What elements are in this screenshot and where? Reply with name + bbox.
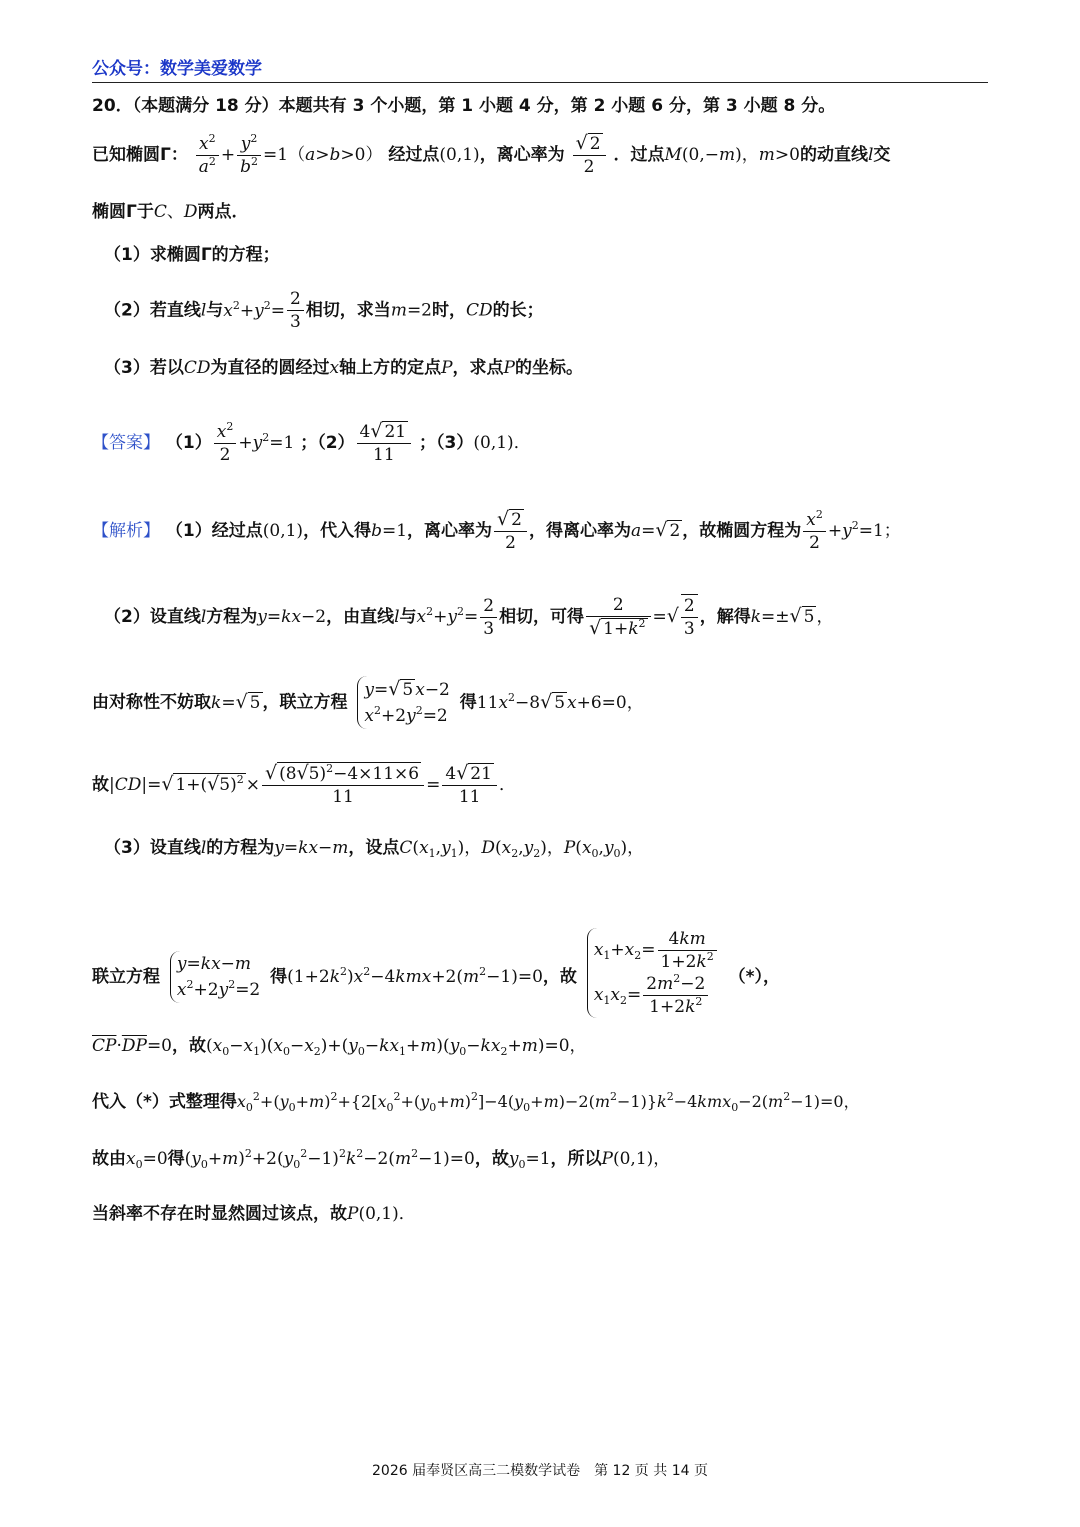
page-footer: 2026 届奉贤区高三二模数学试卷 第 12 页 共 14 页 [372, 1463, 708, 1479]
equation-system-1: y=√ 5 x−2 $x^2+2y^2=2$ [357, 676, 449, 729]
eccentricity-fraction: $\frac{√ 2}{2}$ [573, 132, 606, 178]
question-2: （2）若直线l与$x^2+y^2=$ $\frac{2}{3}$ 相切，求当m=2时，CD的长； [104, 289, 544, 332]
analysis-line5: （3）设直线l的方程为y=kx−m，设点$C(x_1,y_1)$，$D(x_2,y_2)$，$P(x_0,y_0)$， [104, 838, 645, 860]
analysis-line8: 代入（*）式整理得$x_0^2+(y_0+m)^2+\{2[x_0^2+(y_0+m)^2]-4(y_0+m)-2(m^2-1)\}k^2-4kmx_0-2(m^2-1)=0$， [92, 1090, 860, 1114]
question-3: （3）若以CD为直径的圆经过x轴上方的定点P，求点P的坐标。 [104, 358, 583, 378]
analysis-line4: 故|CD|=√ $1+(√5)^2$ × $\frac{√ (8√5)^2-4\times 11\times 6}{11}$ = $\frac{4√ 21}{11}$ ． [92, 762, 516, 807]
question-1: （1）求椭圆Γ的方程； [104, 245, 280, 265]
analysis-line7: $\overline{CP}\cdot\overline{DP}=0$，故$(x_0-x_1)(x_0-x_2)+(y_0-kx_1+m)(y_0-kx_2+m)=0$， [92, 1036, 587, 1058]
vieta-system: $x_1+x_2=$ $\frac{4km}{1+2k^2}$ $x_1x_2=$ $\frac{2m^2-2}{1+2k^2}$ [587, 928, 719, 1018]
equation-system-2: y=kx−m $x^2+2y^2=2$ [170, 951, 260, 1003]
problem-intro-line1: 已知椭圆Γ： $\frac{x^2}{a^2}$ + $\frac{y^2}{b^2}$ =1（a>b>0） 经过点(0,1)，离心率为 $\frac{√ 2}{2}$ ．过点M(0,−m)，m>0的动直线l交 [92, 131, 891, 177]
analysis-tag: 【解析】 [92, 521, 160, 541]
analysis-line3: 由对称性不妨取k=√ 5 ，联立方程 y=√ 5 x−2 $x^2+2y^2=2$ 得$11x^2-8√$ 5 x+6=0， [92, 676, 992, 729]
page-header [92, 52, 988, 83]
analysis-line6: 联立方程 y=kx−m $x^2+2y^2=2$ 得$(1+2k^2)x^2-4kmx+2(m^2-1)=0$，故 $x_1+x_2=$ $\frac{4km}{1+2k^2}$ $x_1x_2=$ $\frac{2m^2-2}{1+2k^2}$ （*）， [92, 929, 781, 1017]
analysis-line1: 【解析】 （1）经过点(0,1)，代入得b=1，离心率为 $\frac{√ 2}{2}$ ，得离心率为a=√ 2 ，故椭圆方程为 $\frac{x^2}{2}$ $+y^2=1$； [92, 507, 901, 553]
channel-label: 公众号：数学美爱数学 [92, 59, 262, 79]
analysis-line2: （2）设直线l方程为y=kx−2，由直线l与$x^2+y^2=$ $\frac{2}{3}$ 相切，可得 $\frac{2}{√ 1+k^2}$ =√ $\frac{2}{3}$ ，解得k=±√ 5 ， [104, 595, 834, 639]
analysis-line9: 故由$x_0=0$得$(y_0+m)^2+2(y_0^2-1)^2k^2-2(m^2-1)=0$，故$y_0=1$，所以P(0,1)， [92, 1147, 671, 1171]
ellipse-fraction-y: $\frac{y^2}{b^2}$ [237, 133, 261, 178]
answer-tag: 【答案】 [92, 433, 160, 453]
problem-title: 20．（本题满分 18 分）本题共有 3 个小题，第 1 小题 4 分，第 2 小题 6 分，第 3 小题 8 分。 [92, 96, 836, 116]
analysis-line10: 当斜率不存在时显然圆过该点，故P(0,1)． [92, 1204, 416, 1224]
ellipse-fraction-x: $\frac{x^2}{a^2}$ [196, 133, 219, 178]
problem-intro-line2: 椭圆Γ于C、D两点． [92, 202, 249, 222]
answer-line: 【答案】 （1） $\frac{x^2}{2}$ $+y^2=1$ ；（2） $\frac{4√ 21}{11}$ ；（3）(0,1)． [92, 419, 531, 465]
